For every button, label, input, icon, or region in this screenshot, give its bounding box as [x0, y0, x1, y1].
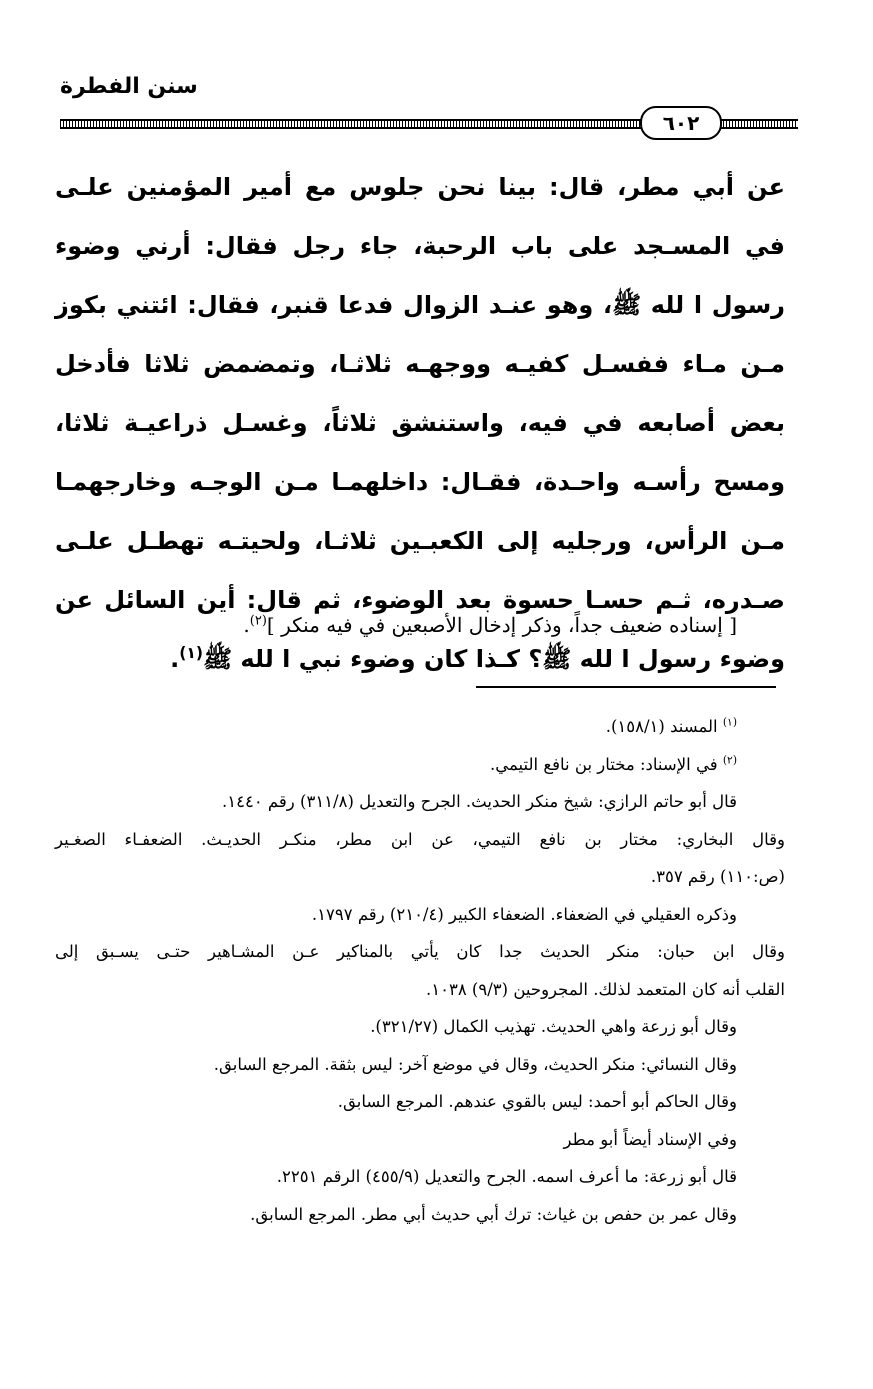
footnote-1 [55, 708, 785, 746]
footnote-line: (ص:١١٠) رقم ٣٥٧. [650, 867, 785, 886]
footnote-2-marker: (٢) [722, 753, 737, 766]
footnote-line: وقال النسائي: منكر الحديث، وقال في موضع آخر: ليس بثقة. المرجع السابق. [213, 1054, 737, 1074]
page-header [60, 74, 798, 134]
hadith-end: . [170, 645, 180, 673]
footnote-line: وقال البخاري: مختار بن نافع التيمي، عن ابن مطر، منكـر الحديـث. الضعفـاء الصغـير [55, 829, 785, 849]
grading-text: [ إسناده ضعيف جداً، وذكر إدخال الأصبعين في فيه منكر ] [266, 613, 737, 637]
hadith-body: عن أبي مطر، قال: بينا نحن جلوس مع أمير المؤمنين علـى في المسـجد على باب الرحبة، جاء رجل فقال: أرني وضوء رسول ا لله ﷺ، وهو عنـد الزوال فدعا قنبر، فقال: ائتني بكوز مـن مـاء ففسـل كفيـه ووجهـه ثلاثـا، وتمضمض ثلاثا فأدخل بعض أصابعه في فيه، واستنشق ثلاثاً، وغسـل ذراعيـة ثلاثا، ومسح رأسـه واحـدة، فقـال: داخلهمـا مـن الوجـه وخارجهمـا مـن الرأس، ورجليه إلى الكعبـين ثلاثـا، ولحيتـه تهطـل علـى صـدره، ثـم حسـا حسوة بعد الوضوء، ثم قال: أين السائل عن وضوء رسول ا لله ﷺ؟ كـذا كان وضوء نبي ا لله ﷺ [55, 173, 785, 673]
footnote-2-text: في الإسناد: مختار بن نافع التيمي. [490, 754, 723, 774]
grading-end: . [243, 613, 250, 637]
footnote-line: وقال ابن حبان: منكر الحديث جدا كان يأتي بالمناكير عـن المشـاهير حتـى يسـبق إلى [55, 942, 785, 961]
footnote-line: قال أبو زرعة: ما أعرف اسمه. الجرح والتعديل (٤٥٥/٩) الرقم ٢٢٥١. [276, 1167, 737, 1186]
running-title: سنن الفطرة [60, 74, 198, 99]
footnote-line: وقال أبو زرعة واهي الحديث. تهذيب الكمال (٣٢١/٢٧). [370, 1017, 737, 1036]
footnotes [55, 708, 785, 1233]
footnote-line: وذكره العقيلي في الضعفاء. الضعفاء الكبير (٢١٠/٤) رقم ١٧٩٧. [311, 904, 737, 924]
footnote-line: قال أبو حاتم الرازي: شيخ منكر الحديث. الجرح والتعديل (٣١١/٨) رقم ١٤٤٠. [221, 792, 737, 811]
page-number: ٦٠٢ [640, 106, 722, 140]
footnote-1-marker: (١) [722, 715, 737, 729]
footnote-line: وفي الإسناد أيضاً أبو مطر [563, 1129, 737, 1149]
footnote-line: وقال الحاكم أبو أحمد: ليس بالقوي عندهم. المرجع السابق. [337, 1092, 737, 1111]
footnote-2 [55, 746, 785, 784]
footnote-separator [476, 686, 776, 688]
footnote-line: القلب أنه كان المتعمد لذلك. المجروحين (٩/٣) ١٠٣٨. [425, 979, 785, 999]
grading-note [55, 605, 737, 645]
footnote-1-text: المسند (١٥٨/١). [605, 717, 723, 736]
footnote-ref-1: (١) [179, 644, 204, 662]
footnote-line: وقال عمر بن حفص بن غياث: ترك أبي حديث أبي مطر. المرجع السابق. [250, 1204, 737, 1224]
footnote-ref-2: (٢) [249, 613, 267, 629]
